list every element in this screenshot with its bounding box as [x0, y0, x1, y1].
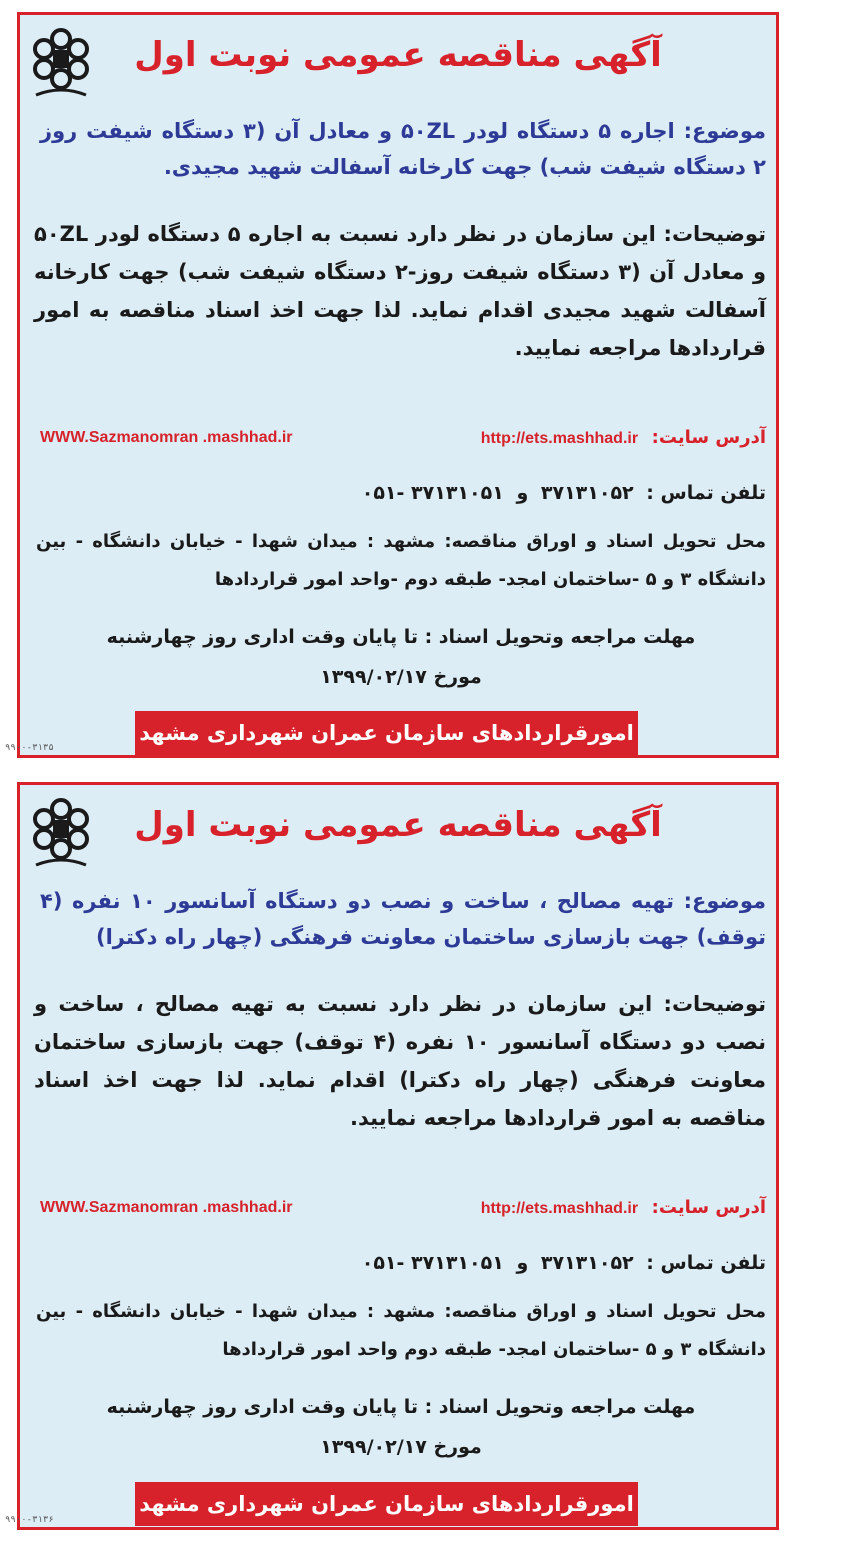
phone-number-1: ۳۷۱۳۱۰۵۲ — [540, 482, 634, 504]
serial-number: ۹۹۰۰-۳۱۳۶ — [5, 1515, 54, 1525]
phone-row — [40, 477, 766, 509]
deadline-text: مهلت مراجعه وتحویل اسناد : تا پایان وقت اداری روز چهارشنبه — [106, 1396, 696, 1418]
site-address-row — [40, 1193, 766, 1223]
phone-number-2: ۰۵۱- ۳۷۱۳۱۰۵۱ — [361, 482, 504, 504]
delivery-address: محل تحویل اسناد و اوراق مناقصه: مشهد : میدان شهدا - خیابان دانشگاه - بین دانشگاه ۳ و ۵ -ساختمان امجد- طبقه دوم -واحد امور قراردادها — [36, 531, 766, 590]
ad-description: توضیحات: این سازمان در نظر دارد نسبت به اجاره ۵ دستگاه لودر ۵۰ZL و معادل آن (۳ دستگاه شیفت روز-۲ دستگاه شیفت شب) جهت کارخانه آسفالت شهید مجیدی اقدام نماید. لذا جهت اخذ اسناد مناقصه به امور قراردادها مراجعه نمایید. — [34, 222, 766, 360]
deadline-text: مهلت مراجعه وتحویل اسناد : تا پایان وقت اداری روز چهارشنبه — [106, 626, 696, 648]
deadline-date: مورخ ۱۳۹۹/۰۲/۱۷ — [320, 1436, 482, 1458]
phone-label: تلفن تماس : — [646, 1252, 766, 1274]
tender-ad-2 — [5, 782, 779, 1530]
delivery-address: محل تحویل اسناد و اوراق مناقصه: مشهد : میدان شهدا - خیابان دانشگاه - بین دانشگاه ۳ و ۵ -ساختمان امجد- طبقه دوم واحد امور قراردادها — [36, 1301, 766, 1360]
footer-banner: امورقراردادهای سازمان عمران شهرداری مشهد — [135, 711, 638, 755]
phone-and: و — [516, 1252, 529, 1274]
deadline — [36, 1387, 766, 1467]
site-label: آدرس سایت: — [651, 427, 766, 448]
site-label: آدرس سایت: — [651, 1197, 766, 1218]
phone-number-2: ۰۵۱- ۳۷۱۳۱۰۵۱ — [361, 1252, 504, 1274]
ad-title: آگهی مناقصه عمومی نوبت اول — [134, 805, 662, 845]
ad-title: آگهی مناقصه عمومی نوبت اول — [134, 35, 662, 75]
phone-label: تلفن تماس : — [646, 482, 766, 504]
ad-description: توضیحات: این سازمان در نظر دارد نسبت به تهیه مصالح ، ساخت و نصب دو دستگاه آسانسور ۱۰ نفره (۴ توقف) جهت بازسازی ساختمان معاونت فرهنگی (چهار راه دکترا) اقدام نماید. لذا جهت اخذ اسناد مناقصه به امور قراردادها مراجعه نمایید. — [34, 992, 767, 1130]
phone-and: و — [516, 482, 529, 504]
site-address-row — [40, 423, 766, 453]
tender-ad-1 — [5, 12, 779, 758]
deadline-date: مورخ ۱۳۹۹/۰۲/۱۷ — [320, 666, 482, 688]
site-link-ets[interactable]: http://ets.mashhad.ir — [480, 430, 639, 447]
ad-subject: موضوع: اجاره ۵ دستگاه لودر ۵۰ZL و معادل آن (۳ دستگاه شیفت روز ۲ دستگاه شیفت شب) جهت کارخانه آسفالت شهید مجیدی. — [40, 119, 766, 179]
site-link-ets[interactable]: http://ets.mashhad.ir — [480, 1200, 639, 1217]
site-link-sazmanomran[interactable]: WWW.Sazmanomran .mashhad.ir — [40, 429, 293, 446]
footer-banner: امورقراردادهای سازمان عمران شهرداری مشهد — [135, 1482, 638, 1526]
phone-number-1: ۳۷۱۳۱۰۵۲ — [540, 1252, 634, 1274]
phone-row — [40, 1247, 766, 1279]
site-link-sazmanomran[interactable]: WWW.Sazmanomran .mashhad.ir — [40, 1199, 293, 1216]
ad-subject: موضوع: تهیه مصالح ، ساخت و نصب دو دستگاه آسانسور ۱۰ نفره (۴ توقف) جهت بازسازی ساختمان معاونت فرهنگی (چهار راه دکترا) — [40, 889, 766, 949]
deadline — [36, 617, 766, 697]
serial-number: ۹۹۰۰-۳۱۳۵ — [5, 743, 54, 753]
